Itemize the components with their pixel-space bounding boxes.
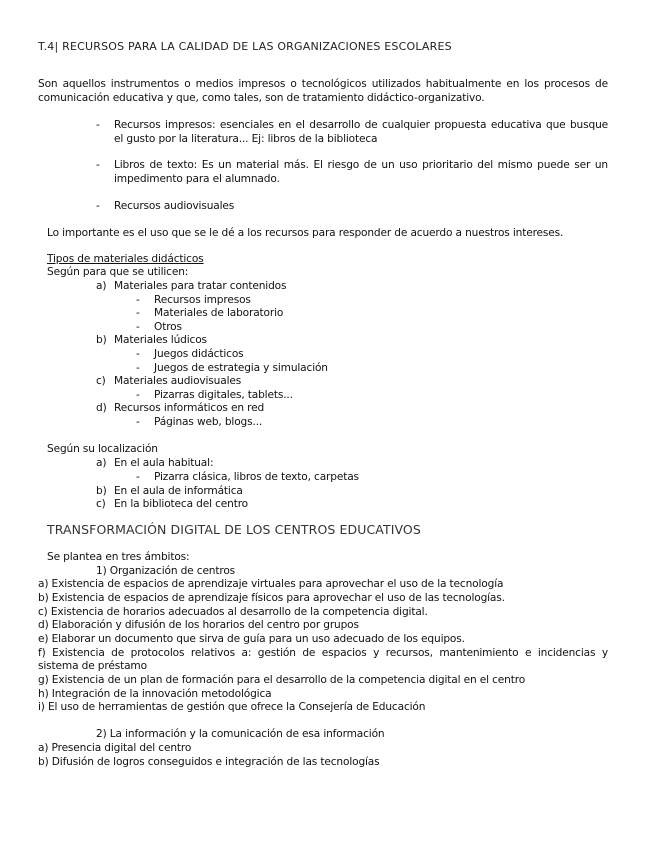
bullet-impresos-line-1: Recursos impresos: esenciales en el desarrollo de cualquier propuesta educativa que busque [114,119,608,131]
list-label: d) [96,402,107,414]
sub-item: Otros [154,321,182,333]
scope-1-title: 1) Organización de centros [96,565,236,577]
by-location-heading: Según su localización [47,443,158,455]
sub-item: Materiales de laboratorio [154,307,284,319]
sub-item: Páginas web, blogs... [154,416,263,428]
bullet-dash: - [96,119,100,131]
scope-1-item: a) Existencia de espacios de aprendizaje virtuales para aprovechar el uso de la tecnología [38,578,504,590]
sub-item: Juegos didácticos [154,348,244,360]
sub-dash: - [136,307,140,319]
bullet-libros-line-1: Libros de texto: Es un material más. El riesgo de un uso prioritario del mismo puede ser un [114,159,608,171]
list-item: En el aula habitual: [114,457,214,469]
list-item: En el aula de informática [114,485,243,497]
sub-item: Pizarras digitales, tablets... [154,389,293,401]
bullet-dash: - [96,200,100,212]
scope-1-item: i) El uso de herramientas de gestión que ofrece la Consejería de Educación [38,701,426,713]
scope-1-item: g) Existencia de un plan de formación para el desarrollo de la competencia digital en el centro [38,674,526,686]
bullet-dash: - [96,159,100,171]
sub-item: Juegos de estrategia y simulación [154,362,328,374]
scope-1-item: b) Existencia de espacios de aprendizaje físicos para aprovechar el uso de las tecnologías. [38,592,505,604]
list-item: Materiales lúdicos [114,334,207,346]
scope-1-item-f-line-2: sistema de préstamo [38,660,147,672]
important-note: Lo importante es el uso que se le dé a los recursos para responder de acuerdo a nuestros intereses. [47,227,564,239]
sub-item: Pizarra clásica, libros de texto, carpetas [154,471,359,483]
scope-1-item: e) Elaborar un documento que sirva de guía para un uso adecuado de los equipos. [38,633,465,645]
list-label: c) [96,498,106,510]
list-item: Materiales audiovisuales [114,375,242,387]
scopes-intro: Se plantea en tres ámbitos: [47,551,190,563]
list-label: a) [96,280,107,292]
list-label: b) [96,334,107,346]
sub-dash: - [136,389,140,401]
list-label: a) [96,457,107,469]
list-label: c) [96,375,106,387]
section-2-title: TRANSFORMACIÓN DIGITAL DE LOS CENTROS EDUCATIVOS [47,522,421,537]
sub-dash: - [136,471,140,483]
sub-dash: - [136,321,140,333]
by-use-heading: Según para que se utilicen: [47,266,189,278]
sub-dash: - [136,294,140,306]
scope-2-title: 2) La información y la comunicación de esa información [96,728,385,740]
sub-dash: - [136,348,140,360]
intro-line-2: comunicación educativa y que, como tales, son de tratamiento didáctico-organizativo. [38,92,485,104]
scope-1-item: d) Elaboración y difusión de los horarios del centro por grupos [38,619,359,631]
scope-1-item-f-line-1: f) Existencia de protocolos relativos a: gestión de espacios y recursos, mantenimiento e incidencias y [38,647,608,659]
bullet-audiovisuales: Recursos audiovisuales [114,200,235,212]
types-heading: Tipos de materiales didácticos [47,253,204,265]
scope-2-item: b) Difusión de logros conseguidos e integración de las tecnologías [38,756,380,768]
bullet-impresos-line-2: el gusto por la literatura... Ej: libros de la biblioteca [114,133,378,145]
bullet-libros-line-2: impedimento para el alumnado. [114,173,280,185]
scope-2-item: a) Presencia digital del centro [38,742,192,754]
list-item: En la biblioteca del centro [114,498,249,510]
sub-dash: - [136,362,140,374]
doc-title: T.4| RECURSOS PARA LA CALIDAD DE LAS ORGANIZACIONES ESCOLARES [38,40,452,53]
list-item: Recursos informáticos en red [114,402,265,414]
sub-dash: - [136,416,140,428]
list-item: Materiales para tratar contenidos [114,280,287,292]
scope-1-item: c) Existencia de horarios adecuados al desarrollo de la competencia digital. [38,606,428,618]
list-label: b) [96,485,107,497]
scope-1-item: h) Integración de la innovación metodológica [38,688,272,700]
sub-item: Recursos impresos [154,294,251,306]
intro-line-1: Son aquellos instrumentos o medios impresos o tecnológicos utilizados habitualmente en los procesos de [38,78,608,90]
